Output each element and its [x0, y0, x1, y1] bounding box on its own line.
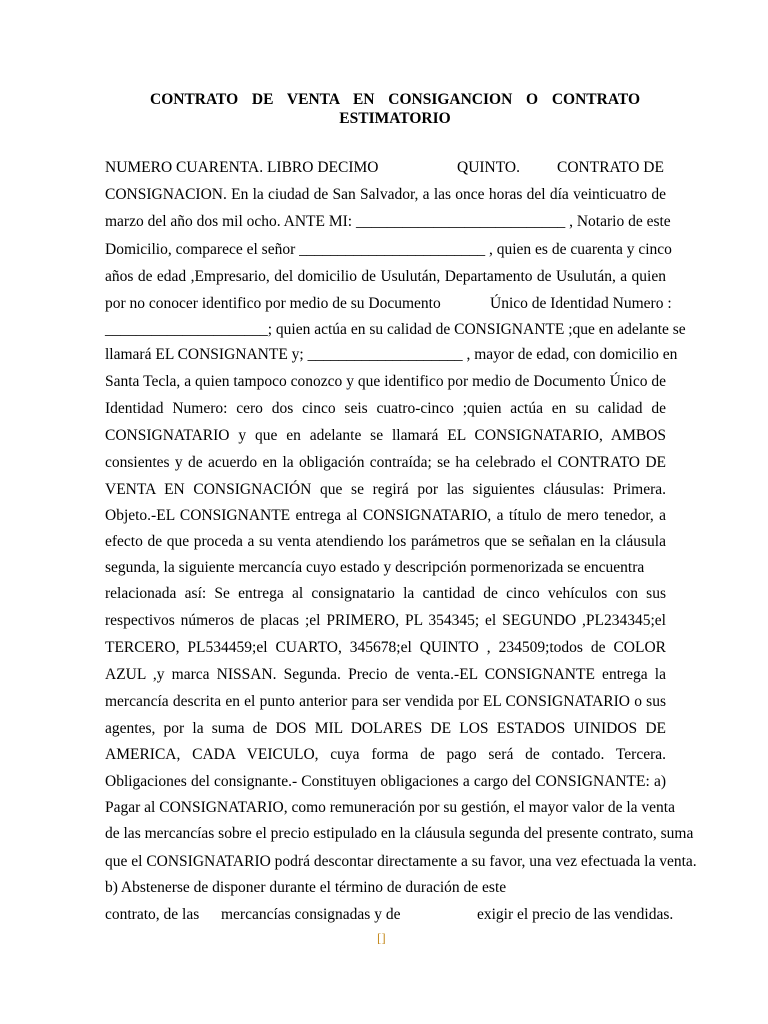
- paragraph-line: que el CONSIGNATARIO podrá descontar directamente a su favor, una vez efectuada la venta.: [105, 853, 697, 870]
- paragraph-line: agentes, por la suma de DOS MIL DOLARES DE LOS ESTADOS UINIDOS DE: [105, 720, 666, 737]
- paragraph-line: respectivos números de placas ;el PRIMERO, PL 354345; el SEGUNDO ,PL234345;el: [105, 612, 666, 629]
- paragraph-line: b) Abstenerse de disponer durante el término de duración de este: [105, 879, 507, 896]
- text-segment: Único de Identidad Numero :: [490, 295, 672, 312]
- paragraph-line: relacionada así: Se entrega al consignatario la cantidad de cinco vehículos con sus: [105, 585, 666, 602]
- paragraph-line: de las mercancías sobre el precio estipulado en la cláusula segunda del presente contrato, suma: [105, 825, 694, 842]
- page-marker: []: [377, 930, 386, 945]
- paragraph-line: Pagar al CONSIGNATARIO, como remuneración por su gestión, el mayor valor de la venta: [105, 799, 675, 816]
- paragraph-line: AZUL ,y marca NISSAN. Segunda. Precio de venta.-EL CONSIGNANTE entrega la: [105, 666, 666, 683]
- paragraph-line: VENTA EN CONSIGNACIÓN que se regirá por las siguientes cláusulas: Primera.: [105, 481, 666, 498]
- paragraph-line: mercancía descrita en el punto anterior para ser vendida por EL CONSIGNATARIO o sus: [105, 693, 666, 710]
- paragraph-line: _____________________; quien actúa en su calidad de CONSIGNANTE ;que en adelante se: [105, 321, 686, 338]
- text-segment: NUMERO CUARENTA. LIBRO DECIMO: [105, 159, 379, 176]
- text-segment: exigir el precio de las vendidas.: [477, 906, 674, 923]
- paragraph-line: TERCERO, PL534459;el CUARTO, 345678;el QUINTO , 234509;todos de COLOR: [105, 639, 666, 656]
- paragraph-line: marzo del año dos mil ocho. ANTE MI: ___________________________ , Notario de este: [105, 213, 671, 230]
- document-title-line-1: CONTRATO DE VENTA EN CONSIGANCION O CONTRATO: [150, 91, 640, 108]
- paragraph-line: CONSIGNATARIO y que en adelante se llamará EL CONSIGNATARIO, AMBOS: [105, 427, 666, 444]
- paragraph-line: AMERICA, CADA VEICULO, cuya forma de pago será de contado. Tercera.: [105, 746, 666, 763]
- paragraph-line: consientes y de acuerdo en la obligación contraída; se ha celebrado el CONTRATO DE: [105, 454, 666, 471]
- paragraph-line: Identidad Numero: cero dos cinco seis cuatro-cinco ;quien actúa en su calidad de: [105, 400, 666, 417]
- text-segment: QUINTO.: [457, 159, 520, 176]
- text-segment: CONTRATO DE: [557, 159, 664, 176]
- paragraph-line: efecto de que proceda a su venta atendiendo los parámetros que se señalan en la cláusula: [105, 533, 666, 550]
- text-segment: mercancías consignadas y de: [221, 906, 401, 923]
- paragraph-line: Santa Tecla, a quien tampoco conozco y que identifico por medio de Documento Único de: [105, 373, 666, 390]
- paragraph-line: segunda, la siguiente mercancía cuyo estado y descripción pormenorizada se encuentra: [105, 559, 645, 576]
- paragraph-line: llamará EL CONSIGNANTE y; ____________________ , mayor de edad, con domicilio en: [105, 346, 678, 363]
- paragraph-line: Objeto.-EL CONSIGNANTE entrega al CONSIGNATARIO, a título de mero tenedor, a: [105, 507, 666, 524]
- paragraph-line: Domicilio, comparece el señor ________________________ , quien es de cuarenta y cinco: [105, 241, 672, 258]
- text-segment: contrato, de las: [105, 906, 200, 923]
- document-title-line-2: ESTIMATORIO: [339, 110, 451, 127]
- text-segment: por no conocer identifico por medio de su Documento: [105, 295, 441, 312]
- paragraph-line: años de edad ,Empresario, del domicilio de Usulután, Departamento de Usulután, a quien: [105, 268, 666, 285]
- paragraph-line: Obligaciones del consignante.- Constituyen obligaciones a cargo del CONSIGNANTE: a): [105, 773, 666, 790]
- paragraph-line: CONSIGNACION. En la ciudad de San Salvador, a las once horas del día veinticuatro de: [105, 186, 666, 203]
